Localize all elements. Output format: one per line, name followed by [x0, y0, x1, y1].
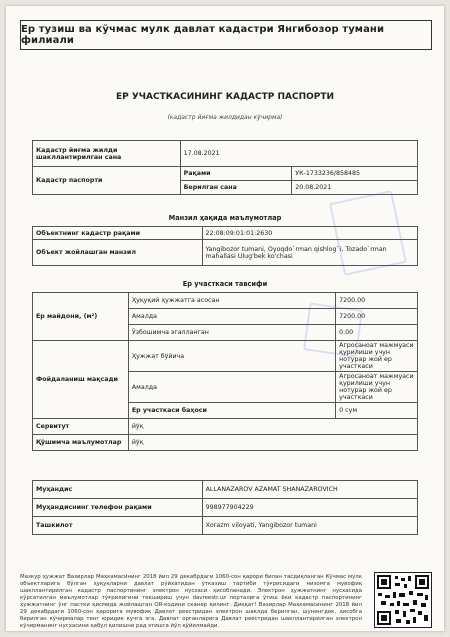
purpose-row-label: Амалда — [128, 372, 335, 403]
engineer-phone-value: 998977904229 — [202, 499, 417, 517]
cadastre-number-label: Объектнинг кадастр рақами — [33, 227, 203, 240]
location-heading: Манзил ҳақида маълумотлар — [168, 214, 282, 222]
description-heading: Ер участкаси тавсифи — [182, 280, 268, 288]
passport-number-label: Рақами — [180, 167, 292, 181]
engineer-phone-label: Муҳандиснинг телефон рақами — [33, 499, 203, 517]
area-row-value: 7200.00 — [336, 293, 418, 309]
document-subtitle: (кадастр йиғма жилдидан кўчирма) — [167, 114, 283, 121]
description-table — [32, 292, 418, 451]
area-row-label: Амалда — [128, 309, 335, 325]
area-row-label: Ўзбошимча эгалланган — [128, 325, 335, 341]
legal-footer-text: Мазкур ҳужжат Вазирлар Маҳкамасининг 2018 йил 29 декабрдаги 1060-сон қарори билан тасдиқланган Кўчмас мулк объектларига бўлган ҳуқуқларни давлат рўйхатидан ўтказиш тартиби тўғрисидаги низомга мувофиқ шакллантирилган кадастр паспортининг электрон нусхаси ҳисобланади. Электрон ҳужжатнинг нусхасида кўрсатилган маълумотлар тўғрилигини текшириш учун davreestr.uz порталига ўтиш ёки кадастр паспортининг ҳужжатнинг ўнг пастки қисмида жойлашган QR-кодини сканер қилинг. Диққат! Вазирлар Маҳкамасининг 2018 йил 29 декабрдаги 1060-сон қарорига мувофиқ Давлат реестридан электрон шаклда берилган, шунингдек, ҳисобга берилган кўчирмалар тенг юридик кучга эга. Давлат органларига Давлат реестридан шакллантирилган электрон кўчирманинг нусхасини қабул қилишни рад этишга йўл қўйилмайди. — [20, 574, 362, 629]
passport-info-table — [32, 140, 418, 195]
passport-number-value: УК-1733236/858485 — [292, 167, 418, 181]
qr-code-icon — [375, 573, 431, 627]
purpose-row-label: Ҳужжат бўйича — [128, 341, 335, 372]
organization-label: Ташкилот — [33, 517, 203, 535]
engineer-label: Муҳандис — [33, 481, 203, 499]
engineer-value: ALLANAZAROV AZAMAT SHANAZAROVICH — [202, 481, 417, 499]
agency-header: Ер тузиш ва кўчмас мулк давлат кадастри Янгибозор тумани филиали — [20, 20, 432, 50]
purpose-row-value: Агросаноат мажмуаси қурилиши учун нотурар жой ер участкаси — [336, 341, 418, 372]
purpose-row-value: Агросаноат мажмуаси қурилиши учун нотурар жой ер участкаси — [336, 372, 418, 403]
document-page — [6, 6, 444, 631]
area-row-label: Ҳуқуқий ҳужжатга асосан — [128, 293, 335, 309]
servitude-value: йўқ — [128, 419, 417, 435]
cadastre-number-value: 22:08:09:01:01:2630 — [202, 227, 417, 240]
extra-info-value: йўқ — [128, 435, 417, 451]
area-row-value: 0.00 — [336, 325, 418, 341]
organization-value: Xorazm viloyati, Yangibozor tumani — [202, 517, 417, 535]
land-value-value: 0 сум — [336, 403, 418, 419]
purpose-label: Фойдаланиш мақсади — [33, 341, 129, 419]
engineer-table — [32, 480, 418, 535]
extra-info-label: Қўшимча маълумотлар — [33, 435, 129, 451]
issue-date-label: Берилган сана — [180, 181, 292, 195]
document-title: ЕР УЧАСТКАСИНИНГ КАДАСТР ПАСПОРТИ — [115, 92, 335, 102]
land-value-label: Ер участкаси баҳоси — [128, 403, 335, 419]
area-row-value: 7200.00 — [336, 309, 418, 325]
address-value: Yangibozor tumani, Oyoqdo`rman qishlog`i, Tozado`rman mahallasi Ulug'bek ko'chasi — [202, 240, 417, 266]
location-table — [32, 226, 418, 266]
passport-label: Кадастр паспорти — [33, 167, 181, 195]
compile-date-value: 17.08.2021 — [180, 141, 417, 167]
area-label: Ер майдони, (м²) — [33, 293, 129, 341]
compile-date-label: Кадастр йиғма жилди шакллантирилган сана — [33, 141, 181, 167]
servitude-label: Сервитут — [33, 419, 129, 435]
issue-date-value: 20.08.2021 — [292, 181, 418, 195]
address-label: Объект жойлашган манзил — [33, 240, 203, 266]
qr-code[interactable] — [374, 572, 432, 628]
